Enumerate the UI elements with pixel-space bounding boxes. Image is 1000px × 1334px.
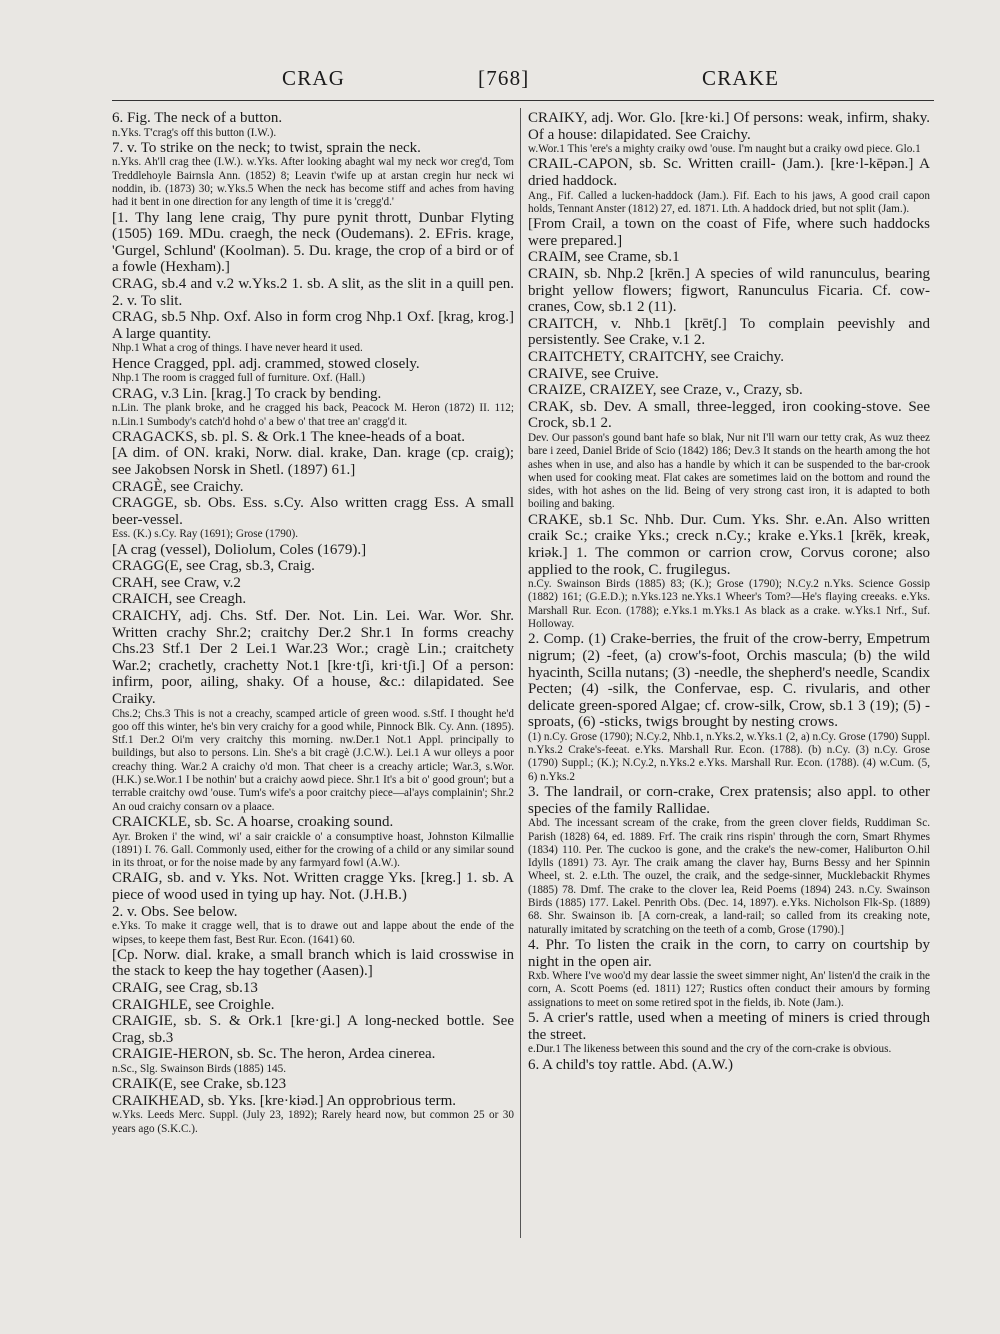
entry-paragraph: 2. v. Obs. See below. [112,903,238,920]
entry-paragraph: 6. Fig. The neck of a button. [112,110,283,126]
citation-paragraph: Nhp.1 What a crog of things. I have never heard it used. [112,342,363,355]
entry-paragraph: 6. A child's toy rattle. Abd. (A.W.) [528,1056,734,1073]
entry-paragraph: CRAIGIE-HERON, sb. Sc. The heron, Ardea cinerea. [112,1046,436,1063]
header-rule [112,100,934,101]
entry-paragraph: CRAIKY, adj. Wor. Glo. [kre·ki.] Of persons: weak, infirm, shaky. Of a house: dilapidated. See Craichy. [528,110,930,143]
entry-paragraph: 2. Comp. (1) Crake-berries, the fruit of the crow-berry, Empetrum nigrum; (2) -feet, (a) crow's-foot, Orchis mascula; (b) the wild hyacinth, Scilla nutans; (3) -needle, the shepherd's needle, Scandix Pecten; (4) -silk, the Confervae, esp. C. rivularis, and other delicate green-spored Algae; cf. crow-silk, Crow, sb.1 3 (19); (5) -sproats, (6) -sticks, twigs brought by nesting crows. [528,631,930,731]
entry-paragraph: CRAICHY, adj. Chs. Stf. Der. Not. Lin. Lei. War. Wor. Shr. Written crachy Shr.2; craitchy Der.2 Shr.1 In forms creachy Chs.23 Stf.1 Der 2 Lei.1 War.23 Wor.; cragè Lin.; craitchety War.2; crachetly, crachetty Not.1 [kre·tʃi, kri·tʃi.] Of a person: infirm, poor, ailing, shaky. Of a house, &c.: dilapidated. See Craiky. [112,608,514,707]
entry-paragraph: CRAICH, see Creagh. [112,591,247,608]
entry-paragraph: [1. Thy lang lene craig, Thy pure pynit thrott, Dunbar Flyting (1505) 169. MDu. craegh, the neck (Oudemans). 2. EFris. krage, 'Gurgel, Schlund' (Koolman). 5. Du. krage, the crop of a bird or of a fowle (Hexham).] [112,209,514,276]
citation-paragraph: Abd. The incessant scream of the crake, from the green clover fields, Ruddiman Sc. Parish (1828) 64, ed. 1889. Frf. The craik rins rispin' through the corn, Smart Rhymes (1834) 110. Per. The cuckoo is gone, and the crake's the new-comer, Haliburton O.hil Idylls (1891) 73. Ayr. The craik amang the claver hay, Burns Bessy and her Spinnin Wheel, st. 2. e.Lth. The ouzel, the craik, and the sedge-sinner, Mucklebackit Rhymes (1885) 78. Dmf. The crake to the clover lea, Reid Poems (1894) 243. n.Cy. Swainson Birds (1885) 177. Lakel. Penrith Obs. (Dec. 14, 1897). e.Yks. Nicholson Flk-Sp. (1889) 68. Shr. Swainson ib. [A corn-creak, a land-rail; so called from its creaking note, naturally imitated by scratching on the teeth of a comb, Grose (1790).] [528,817,930,936]
header-right-word: CRAKE [702,66,780,90]
citation-paragraph: Nhp.1 The room is cragged full of furniture. Oxf. (Hall.) [112,372,365,385]
citation-paragraph: Rxb. Where I've woo'd my dear lassie the sweet simmer night, An' listen'd the craik in the corn, A. Scott Poems (ed. 1811) 127; Rustics often conduct their amours by forming assignations to meet on some retired spot in the fields, ib. Note (Jam.). [528,970,930,1009]
entry-paragraph: CRAIKHEAD, sb. Yks. [kre·kiəd.] An opprobrious term. [112,1092,456,1109]
entry-paragraph: CRAICKLE, sb. Sc. A hoarse, croaking sound. [112,813,394,830]
citation-paragraph: n.Yks. T'crag's off this button (I.W.). [112,126,277,139]
citation-paragraph: Ayr. Broken i' the wind, wi' a sair craickle o' a consumptive hoast, Johnston Kilmallie (1891) I. 76. Gall. Commonly used, either for the crowing of a child or any similar sound in its throat, or for the noise made by any farmyard fowl (A.W.). [112,830,514,870]
entry-paragraph: CRAIGIE, sb. S. & Ork.1 [kre·gi.] A long-necked bottle. See Crag, sb.3 [112,1013,514,1046]
entry-paragraph: CRAK, sb. Dev. A small, three-legged, iron cooking-stove. See Crock, sb.1 2. [528,398,930,432]
entry-paragraph: CRAGÈ, see Craichy. [112,478,244,495]
column-divider [520,108,521,1238]
entry-paragraph: 7. v. To strike on the neck; to twist, sprain the neck. [112,139,421,156]
page-number: [768] [478,66,530,90]
entry-paragraph: CRAIN, sb. Nhp.2 [krēn.] A species of wild ranunculus, bearing bright yellow flowers; figwort, Ranunculus Ficaria. Cf. cow-cranes, Cow, sb.1 2 (11). [528,266,930,316]
running-header [0,66,1000,96]
citation-paragraph: Dev. Our passon's gound bant hafe so blak, Nur nit I'll warn our tetty crak, As wuz theez bare i zeed, Daniel Bride of Scio (1842) 186; Dev.3 It stands on the hearth among the hot ashes when in use, and also has a handle by which it can be suspended to the bar-crook when used for cooking meat. Flat cakes are sometimes laid on the bottom and round the sides, with hot ashes on the lid. Being of very strong cast iron, it is adapted to both boiling and baking. [528,431,930,511]
citation-paragraph: n.Sc., Slg. Swainson Birds (1885) 145. [112,1062,287,1075]
entry-paragraph: CRAIL-CAPON, sb. Sc. Written craill- (Jam.). [kre·l-kēpən.] A dried haddock. [528,156,930,190]
citation-paragraph: w.Yks. Leeds Merc. Suppl. (July 23, 1892); Rarely heard now, but common 25 or 30 years ago (S.K.C.). [112,1109,514,1135]
citation-paragraph: e.Yks. To make it cragge well, that is to drawe out and lappe about the ende of the wipses, to keepe them fast, Best Rur. Econ. (1641) 60. [112,920,514,946]
entry-paragraph: CRAGGE, sb. Obs. Ess. s.Cy. Also written cragg Ess. A small beer-vessel. [112,495,514,528]
entry-paragraph: 3. The landrail, or corn-crake, Crex pratensis; also appl. to other species of the family Rallidae. [528,784,930,817]
entry-paragraph: CRAG, sb.4 and v.2 w.Yks.2 1. sb. A slit, as the slit in a quill pen. 2. v. To slit. [112,276,514,309]
left-column [112,110,514,1136]
entry-paragraph: CRAG, v.3 Lin. [krag.] To crack by bending. [112,385,382,402]
entry-paragraph: CRAIVE, see Cruive. [528,365,659,382]
entry-paragraph: CRAGG(E, see Crag, sb.3, Craig. [112,558,315,575]
entry-paragraph: 5. A crier's rattle, used when a meeting of miners is cried through the street. [528,1010,930,1043]
entry-paragraph: CRAIG, see Crag, sb.13 [112,980,258,997]
entry-paragraph: CRAIGHLE, see Croighle. [112,996,275,1013]
entry-paragraph: [Cp. Norw. dial. krake, a small branch which is laid crosswise in the stack to keep the hay together (Aasen).] [112,946,514,980]
citation-paragraph: n.Yks. Ah'll crag thee (I.W.). w.Yks. After looking abaght wal my neck wor creg'd, Tom Treddlehoyle Bairnsla Ann. (1852) 8; Leavin t'wife up at arstan cregin hur neck wi noddin, ib. (1873) 30; w.Yks.5 When the neck has become stiff and aches from having had it bent in one direction for any length of time it is 'cregg'd.' [112,156,514,209]
right-column [528,110,930,1073]
entry-paragraph: CRAIG, sb. and v. Yks. Not. Written cragge Yks. [kreg.] 1. sb. A piece of wood used in tying up hay. Not. (J.H.B.) [112,870,514,904]
entry-paragraph: CRAGACKS, sb. pl. S. & Ork.1 The knee-heads of a boat. [112,428,466,445]
entry-paragraph: Hence Cragged, ppl. adj. crammed, stowed closely. [112,355,420,372]
entry-paragraph: CRAH, see Craw, v.2 [112,574,241,591]
entry-paragraph: CRAKE, sb.1 Sc. Nhb. Dur. Cum. Yks. Shr. e.An. Also written craik Sc.; craike Yks.; creck n.Cy.; krake e.Yks.1 [krēk, kreək, kriək.] 1. The common or carrion crow, Corvus corone; also applied to the rook, C. frugilegus. [528,511,930,578]
entry-paragraph: CRAG, sb.5 Nhp. Oxf. Also in form crog Nhp.1 Oxf. [krag, krog.] A large quantity. [112,309,514,342]
entry-paragraph: CRAIM, see Crame, sb.1 [528,249,680,266]
entry-paragraph: [A crag (vessel), Doliolum, Coles (1679).] [112,541,367,558]
header-left-word: CRAG [282,66,346,90]
citation-paragraph: e.Dur.1 The likeness between this sound and the cry of the corn-crake is obvious. [528,1043,892,1056]
entry-paragraph: CRAITCHETY, CRAITCHY, see Craichy. [528,349,784,366]
entry-paragraph: CRAIZE, CRAIZEY, see Craze, v., Crazy, sb. [528,382,803,399]
citation-paragraph: Chs.2; Chs.3 This is not a creachy, scamped article of green wood. s.Stf. I thought he'd goo off this winter, he's bin very craichy for a good while, Pinnock Blk. Cy. Ann. (1895). Stf.1 Der.2 Oi'm very craitchy this morning. nw.Der.1 Not.1 Appl. principally to buildings, but also to persons. Lin. She's a bit cragè (J.C.W.). Lei.1 A wur olleys a poor creachy thing. War.2 A craichy o'd mon. That cheer is a creachy article; War.3, s.Wor. (H.K.) se.Wor.1 I be nothin' but a craichy aowd piece. Shr.1 It's a bit o' good groun'; but a terrable craitchy owd 'ouse. Tum's wife's a poor craitchy piece—al'ays complainin'; Shr.2 An oud craichy consarn ov a plaace. [112,707,514,813]
entry-paragraph: [From Crail, a town on the coast of Fife, where such haddocks were prepared.] [528,216,930,249]
citation-paragraph: n.Lin. The plank broke, and he cragged his back, Peacock M. Heron (1872) II. 112; n.Lin.1 Sumbody's catch'd hohd o' a bew o' that tree an' cragg'd it. [112,402,514,428]
citation-paragraph: Ang., Fif. Called a lucken-haddock (Jam.). Fif. Each to his jaws, A good crail capon holds, Tennant Anster (1812) 27, ed. 1871. Lth. A haddock dried, but not split (Jam.). [528,189,930,215]
entry-paragraph: 4. Phr. To listen the craik in the corn, to carry on courtship by night in the open air. [528,936,930,970]
citation-paragraph: w.Wor.1 This 'ere's a mighty craiky owd 'ouse. I'm naught but a craiky owd piece. Glo.1 [528,143,921,156]
entry-paragraph: [A dim. of ON. kraki, Norw. dial. krake, Dan. krage (cp. craig); see Jakobsen Norsk in Shetl. (1897) 61.] [112,445,514,478]
citation-paragraph: (1) n.Cy. Grose (1790); N.Cy.2, Nhb.1, n.Yks.2, w.Yks.1 (2, a) n.Cy. Grose (1790) Suppl. n.Yks.2 Crake's-feeat. e.Yks. Marshall Rur. Econ. (1788). (b) n.Cy. (3) n.Cy. Grose (1790) Suppl.; (K.); N.Cy.2, n.Yks.2 e.Yks. Marshall Rur. Econ. (1788). (4) w.Cum. (5, 6) n.Yks.2 [528,730,930,783]
citation-paragraph: n.Cy. Swainson Birds (1885) 83; (K.); Grose (1790); N.Cy.2 n.Yks. Science Gossip (1882) 161; (G.E.D.); n.Yks.123 ne.Yks.1 Wheer's Tom?—He's flaying creeaks. e.Yks. Marshall Rur. Econ. (1788); e.Yks.1 m.Yks.1 As black as a crake. w.Yks.1 Nrf., Suf. Holloway. [528,578,930,631]
entry-paragraph: CRAITCH, v. Nhb.1 [krētʃ.] To complain peevishly and persistently. See Crake, v.1 2. [528,315,930,349]
citation-paragraph: Ess. (K.) s.Cy. Ray (1691); Grose (1790). [112,528,299,541]
entry-paragraph: CRAIK(E, see Crake, sb.123 [112,1076,287,1093]
